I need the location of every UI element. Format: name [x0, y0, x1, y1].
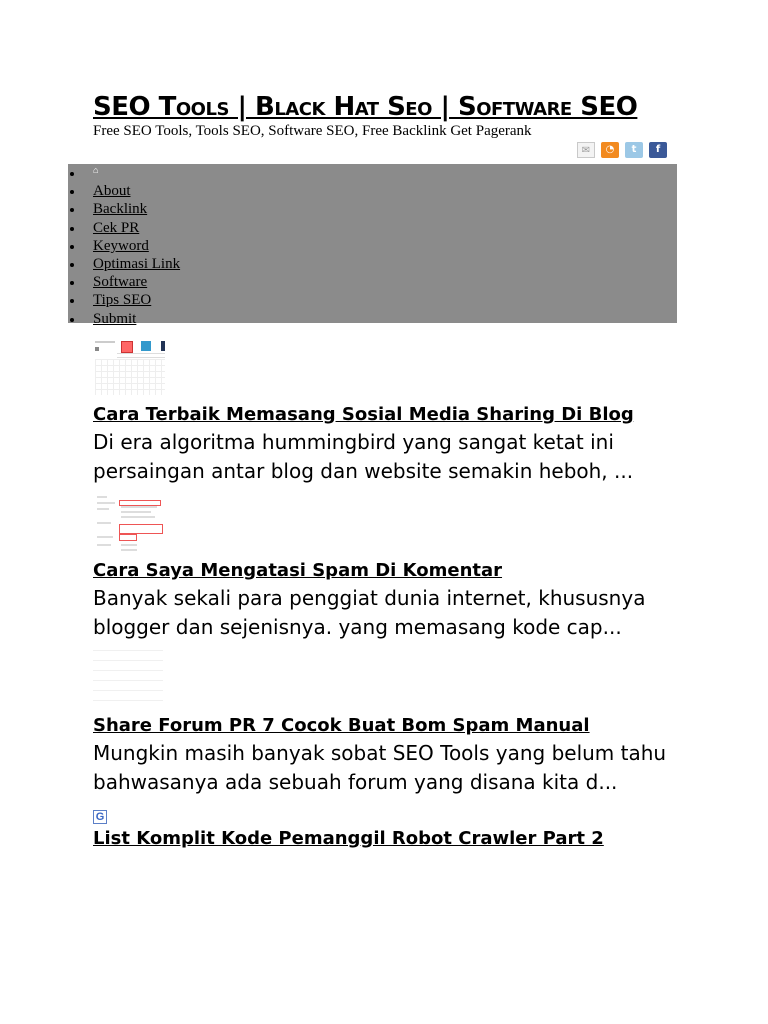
site-tagline: Free SEO Tools, Tools SEO, Software SEO, Free Backlink Get Pagerank	[93, 123, 532, 139]
post-excerpt: Banyak sekali para penggiat dunia internet, khususnya blogger dan sejenisnya. yang memasang kode cap...	[93, 586, 646, 639]
main-nav	[68, 164, 677, 327]
nav-item-software[interactable]	[68, 273, 677, 291]
nav-item-optimasi-link[interactable]	[68, 255, 677, 273]
google-icon[interactable]: G	[93, 810, 107, 824]
post-title[interactable]: List Komplit Kode Pemanggil Robot Crawler Part 2	[93, 828, 604, 849]
nav-item-keyword[interactable]	[68, 237, 677, 255]
post-title[interactable]: Share Forum PR 7 Cocok Buat Bom Spam Manual	[93, 715, 590, 736]
nav-item-backlink[interactable]	[68, 200, 677, 218]
nav-link-about[interactable]: About	[93, 183, 131, 200]
post-title[interactable]: Cara Terbaik Memasang Sosial Media Sharing Di Blog	[93, 404, 634, 425]
nav-item-home[interactable]	[68, 164, 677, 182]
rss-icon[interactable]: ◔	[601, 142, 619, 158]
nav-link-tips-seo[interactable]: Tips SEO	[93, 292, 152, 309]
nav-link-software[interactable]: Software	[93, 274, 148, 291]
social-icons	[577, 142, 667, 158]
post-title[interactable]: Cara Saya Mengatasi Spam Di Komentar	[93, 560, 503, 581]
nav-link-optimasi-link[interactable]: Optimasi Link	[93, 255, 181, 272]
mail-icon[interactable]: ✉	[577, 142, 595, 158]
post-thumbnail[interactable]	[93, 335, 167, 395]
nav-link-keyword[interactable]: Keyword	[93, 237, 149, 254]
home-icon[interactable]: ⌂	[93, 165, 99, 175]
nav-item-submit[interactable]	[68, 310, 677, 328]
post-thumbnail[interactable]	[93, 646, 167, 706]
twitter-icon[interactable]: t	[625, 142, 643, 158]
facebook-icon[interactable]: f	[649, 142, 667, 158]
site-title[interactable]: SEO Tools | Black Hat Seo | Software SEO	[93, 92, 638, 122]
post-thumbnail[interactable]	[93, 492, 167, 552]
nav-link-cek-pr[interactable]: Cek PR	[93, 219, 140, 236]
nav-item-cek-pr[interactable]	[68, 219, 677, 237]
nav-item-about[interactable]	[68, 182, 677, 200]
nav-link-submit[interactable]: Submit	[93, 310, 137, 327]
post-excerpt: Mungkin masih banyak sobat SEO Tools yang belum tahu bahwasanya ada sebuah forum yang disana kita d...	[93, 741, 667, 794]
nav-link-backlink[interactable]: Backlink	[93, 201, 148, 218]
nav-item-tips-seo[interactable]	[68, 291, 677, 309]
post-excerpt: Di era algoritma hummingbird yang sangat ketat ini persaingan antar blog dan website semakin heboh, ...	[93, 430, 634, 483]
